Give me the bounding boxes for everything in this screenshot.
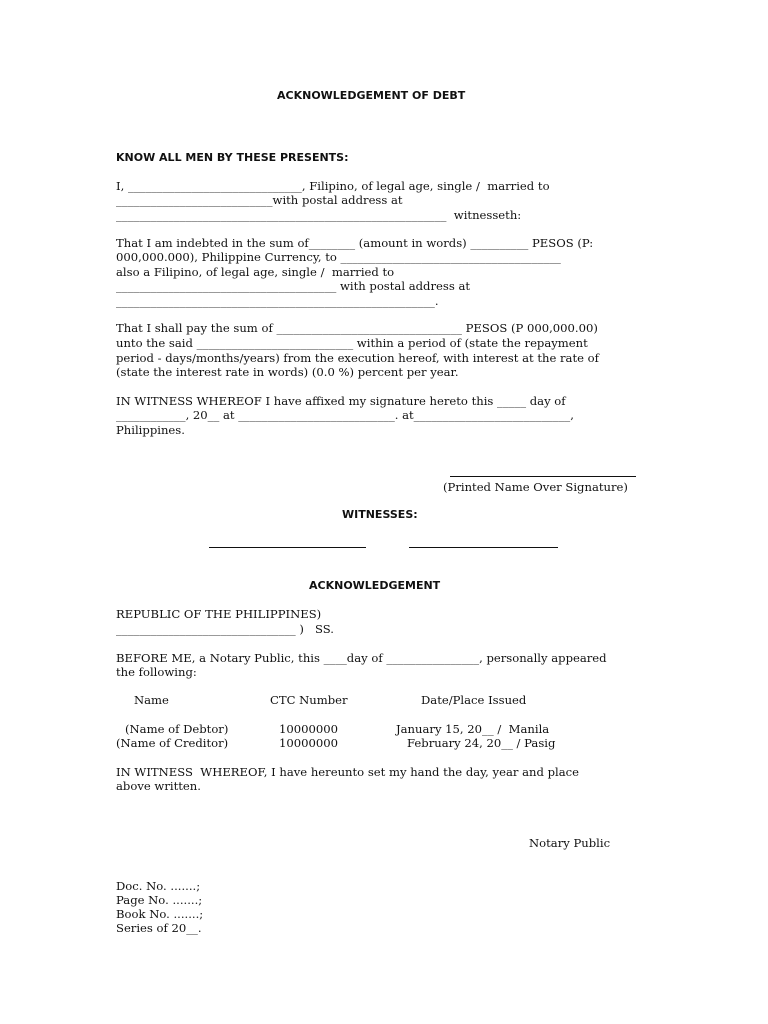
witness-signature-line-2 xyxy=(409,547,558,548)
repayment-line-1: That I shall pay the sum of ________________________________ PESOS (P 000,000.00) xyxy=(116,321,598,335)
witness-line-3: Philippines. xyxy=(116,423,185,437)
signature-caption: (Printed Name Over Signature) xyxy=(443,480,628,494)
before-me-line-2: the following: xyxy=(116,665,197,679)
table-row-creditor-name: (Name of Creditor) xyxy=(116,736,229,750)
page-no: Page No. .......; xyxy=(116,893,203,907)
table-header-date: Date/Place Issued xyxy=(421,693,527,707)
before-me-line-1: BEFORE ME, a Notary Public, this ____day of ________________, personally appeared xyxy=(116,651,607,665)
witness-signature-line-1 xyxy=(209,547,366,548)
witnesses-heading: WITNESSES: xyxy=(342,508,418,521)
repayment-line-2: unto the said ___________________________ within a period of (state the repayment xyxy=(116,336,588,350)
indebted-line-2: 000,000.000), Philippine Currency, to ______________________________________ xyxy=(116,250,561,264)
series-no: Series of 20__. xyxy=(116,921,202,935)
debtor-line-1: I, ______________________________, Filipino, of legal age, single / married to xyxy=(116,179,550,193)
repayment-line-3: period - days/months/years) from the execution hereof, with interest at the rate of xyxy=(116,351,599,365)
venue-line: _______________________________ ) SS. xyxy=(116,622,334,636)
acknowledgement-heading: ACKNOWLEDGEMENT xyxy=(309,579,441,592)
table-row-debtor-date: January 15, 20__ / Manila xyxy=(396,722,550,736)
table-header-name: Name xyxy=(134,693,169,707)
republic-line: REPUBLIC OF THE PHILIPPINES) xyxy=(116,607,322,621)
notary-witness-line-2: above written. xyxy=(116,779,201,793)
document-title: ACKNOWLEDGEMENT OF DEBT xyxy=(277,89,466,102)
witness-line-1: IN WITNESS WHEREOF I have affixed my signature hereto this _____ day of xyxy=(116,394,566,408)
debtor-line-3: _________________________________________________________ witnesseth: xyxy=(116,208,522,222)
doc-no: Doc. No. .......; xyxy=(116,879,201,893)
table-row-creditor-date: February 24, 20__ / Pasig xyxy=(407,736,556,750)
indebted-line-4: ______________________________________ with postal address at xyxy=(116,279,471,293)
table-row-debtor-name: (Name of Debtor) xyxy=(125,722,229,736)
table-row-creditor-ctc: 10000000 xyxy=(279,736,339,750)
notary-witness-line-1: IN WITNESS WHEREOF, I have hereunto set my hand the day, year and place xyxy=(116,765,579,779)
signature-line xyxy=(450,476,636,477)
debtor-line-2: ___________________________with postal address at xyxy=(116,193,403,207)
table-row-debtor-ctc: 10000000 xyxy=(279,722,339,736)
indebted-line-5: _______________________________________________________. xyxy=(116,294,439,308)
book-no: Book No. .......; xyxy=(116,907,204,921)
repayment-line-4: (state the interest rate in words) (0.0 %) percent per year. xyxy=(116,365,459,379)
witness-line-2: ____________, 20__ at ___________________________. at___________________________, xyxy=(116,408,574,422)
table-header-ctc: CTC Number xyxy=(270,693,348,707)
indebted-line-1: That I am indebted in the sum of________ (amount in words) __________ PESOS (P: xyxy=(116,236,594,250)
know-all-men-heading: KNOW ALL MEN BY THESE PRESENTS: xyxy=(116,151,349,164)
notary-public-label: Notary Public xyxy=(529,836,611,850)
indebted-line-3: also a Filipino, of legal age, single / married to xyxy=(116,265,395,279)
